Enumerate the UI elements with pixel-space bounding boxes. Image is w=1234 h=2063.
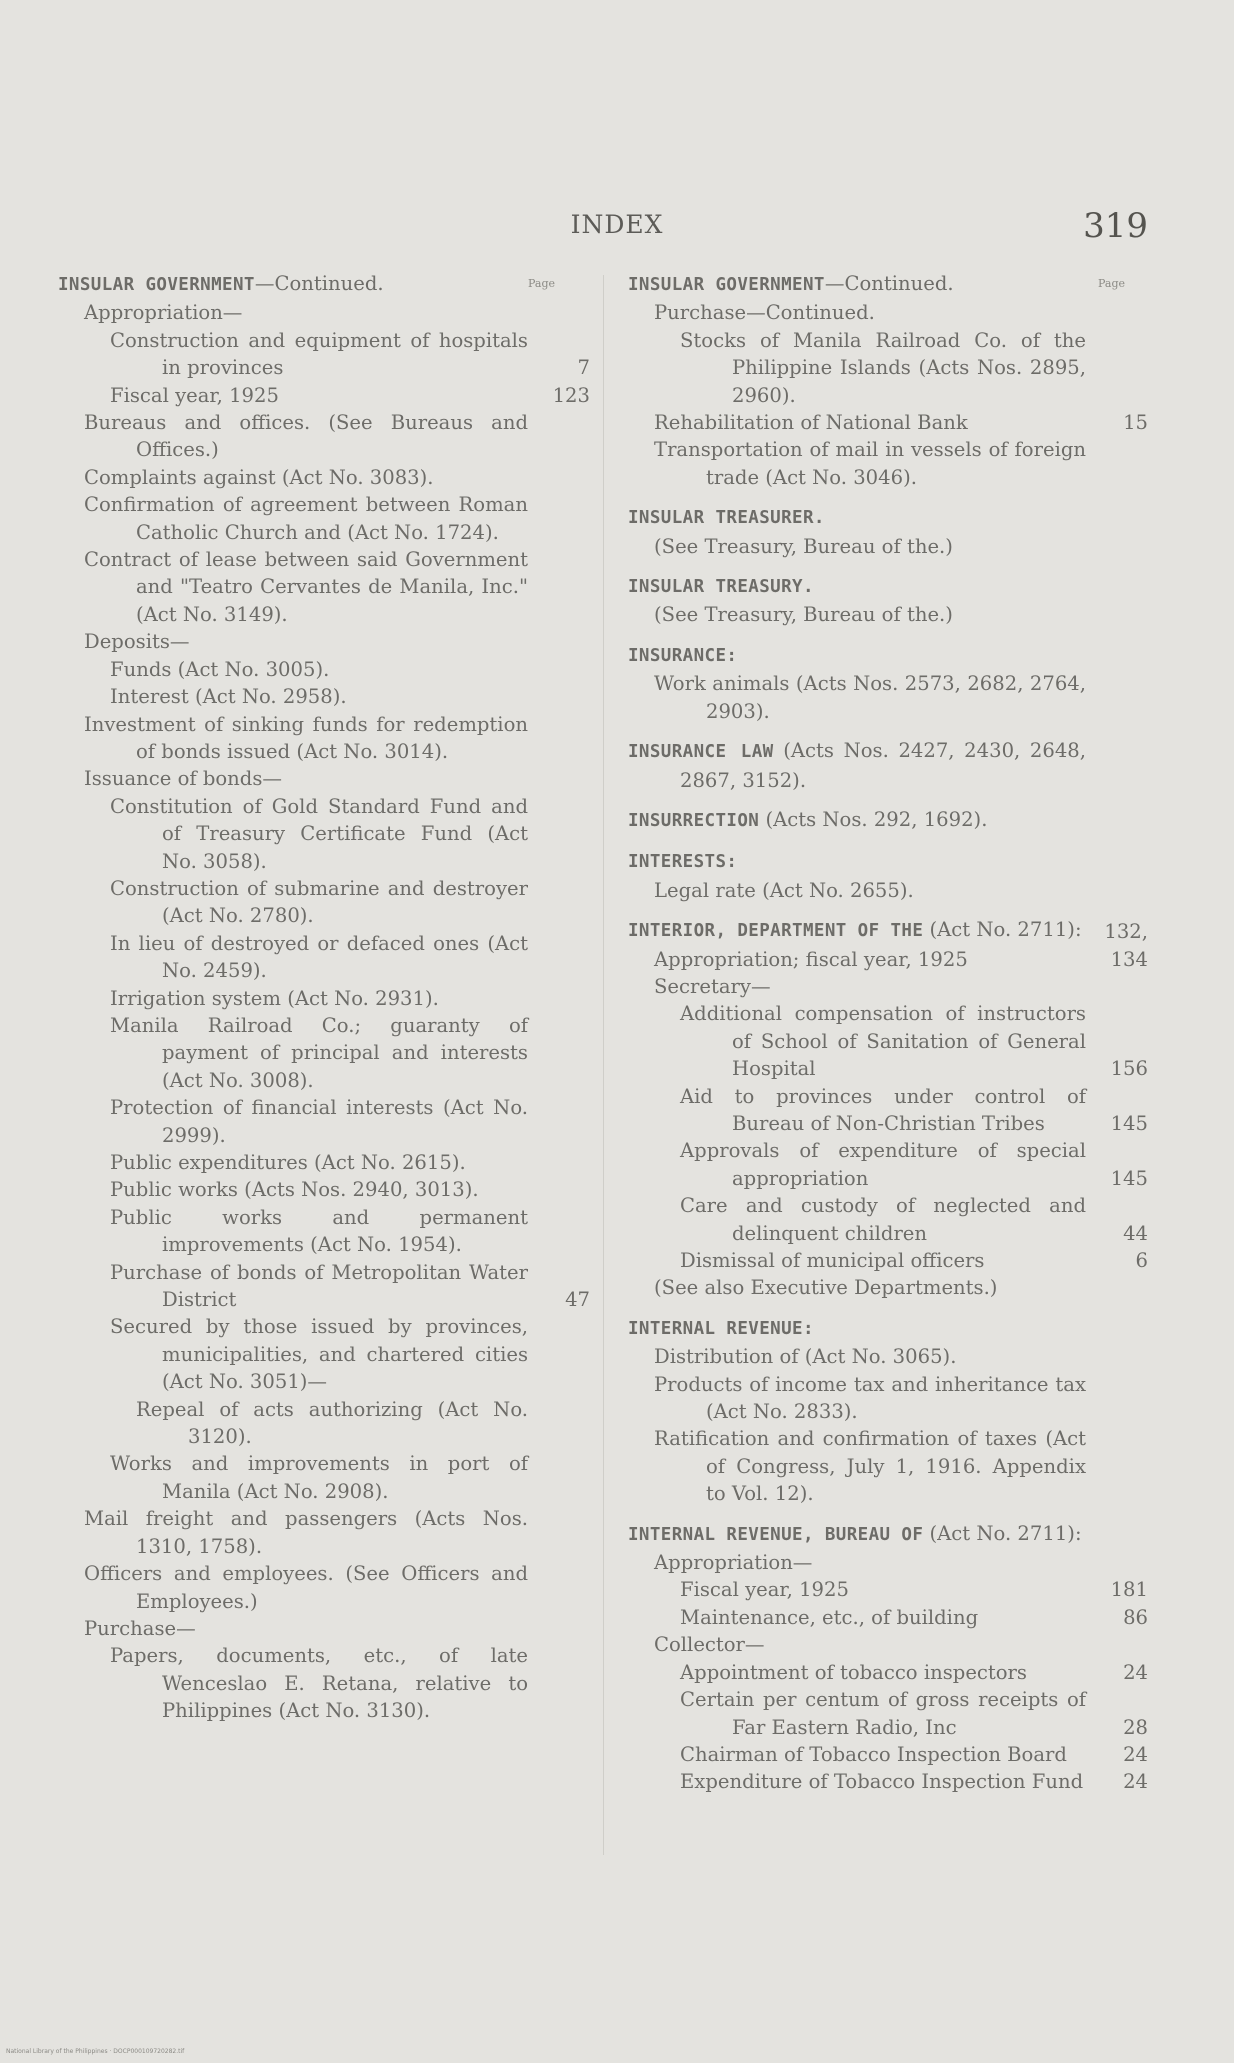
- entry-text: Issuance of bonds—: [84, 767, 282, 791]
- entry-text: Work animals (Acts Nos. 2573, 2682, 2764, 2903).: [654, 672, 1086, 723]
- index-entry: [628, 1659, 1148, 1686]
- index-entry: [58, 1012, 590, 1094]
- index-entry: [628, 1083, 1148, 1138]
- index-entry: [58, 327, 590, 382]
- entry-text: (Act No. 2711):: [923, 918, 1082, 942]
- index-heading: [628, 1520, 1148, 1549]
- index-entry: [58, 1615, 590, 1642]
- index-entry: [628, 327, 1148, 409]
- index-entry: [58, 409, 590, 464]
- index-entry: [58, 1560, 590, 1615]
- entry-text: (See also Executive Departments.): [654, 1276, 998, 1300]
- heading-text: INSULAR TREASURER.: [628, 508, 825, 529]
- entry-text: Public expenditures (Act No. 2615).: [110, 1151, 466, 1174]
- index-entry: [628, 1247, 1148, 1274]
- entry-text: In lieu of destroyed or defaced ones (Act No. 2459).: [110, 931, 528, 983]
- index-entry: [58, 765, 590, 792]
- page-reference: 28: [1123, 1715, 1148, 1739]
- entry-text: Contract of lease between said Government and "Teatro Cervantes de Manila, Inc." (Act No. 3149).: [84, 548, 528, 626]
- index-entry: [628, 1137, 1148, 1192]
- index-entry: [58, 1094, 590, 1149]
- entry-text: (Act No. 2711):: [923, 1521, 1082, 1545]
- index-heading: [628, 1314, 1148, 1343]
- right-column: [628, 270, 1148, 1796]
- entry-text: Secretary—: [654, 974, 771, 998]
- heading-text: INTERIOR, DEPARTMENT OF THE: [628, 921, 924, 942]
- heading-text: INSULAR TREASURY.: [628, 577, 814, 598]
- entry-text: Constitution of Gold Standard Fund and of Treasury Certificate Fund (Act No. 3058).: [110, 794, 528, 873]
- index-entry: [58, 299, 590, 326]
- index-entry: [628, 1343, 1148, 1370]
- heading-text: INSULAR GOVERNMENT: [58, 275, 255, 295]
- page-reference: 24: [1123, 1660, 1148, 1684]
- index-heading: [628, 737, 1148, 794]
- entry-text: Appropriation—: [654, 1551, 813, 1575]
- entry-text: Additional compensation of instructors of School of Sanitation of General Hospital: [680, 1002, 1086, 1081]
- page-reference: 15: [1123, 411, 1148, 435]
- entry-text: Funds (Act No. 3005).: [110, 657, 330, 681]
- index-heading: [628, 847, 1148, 876]
- heading-text: INTERNAL REVENUE:: [628, 1318, 814, 1339]
- entry-text: Appropriation—: [84, 301, 243, 325]
- entry-text: Legal rate (Act No. 2655).: [654, 878, 914, 902]
- entry-text: Irrigation system (Act No. 2931).: [110, 986, 439, 1010]
- entry-text: Collector—: [654, 1633, 765, 1657]
- index-entry: [58, 546, 590, 628]
- entry-text: Repeal of acts authorizing (Act No. 3120).: [136, 1397, 528, 1449]
- index-heading: [628, 641, 1148, 670]
- index-entry: [628, 1604, 1148, 1631]
- entry-text: Stocks of Manila Railroad Co. of the Philippine Islands (Acts Nos. 2895, 2960).: [680, 328, 1086, 407]
- page-column-label: Page: [1098, 277, 1126, 290]
- entry-text: Interest (Act No. 2958).: [110, 685, 347, 709]
- index-entry: [58, 875, 590, 930]
- index-entry: [628, 1576, 1148, 1603]
- entry-text: Papers, documents, etc., of late Wenceslao E. Retana, relative to Philippines (Act No. 3130).: [110, 1644, 528, 1723]
- heading-text: INTERNAL REVENUE, BUREAU OF: [628, 1524, 924, 1545]
- page-reference: 145: [1110, 1111, 1148, 1135]
- index-entry: [58, 711, 590, 766]
- entry-text: Mail freight and passengers (Acts Nos. 1310, 1758).: [84, 1507, 528, 1558]
- entry-text: Bureaus and offices. (See Bureaus and Offices.): [84, 411, 528, 462]
- index-entry: [58, 1396, 590, 1451]
- entry-text: Chairman of Tobacco Inspection Board: [680, 1742, 1067, 1766]
- page-reference: 24: [1123, 1770, 1148, 1794]
- entry-text: Secured by those issued by provinces, municipalities, and chartered cities (Act No. 3051)—: [110, 1315, 528, 1394]
- entry-text: Ratification and confirmation of taxes (Act of Congress, July 1, 1916. Appendix to Vol. 12).: [654, 1427, 1086, 1506]
- index-entry: [628, 409, 1148, 436]
- index-entry: [628, 533, 1148, 560]
- page-reference: 44: [1123, 1221, 1148, 1245]
- entry-text: Certain per centum of gross receipts of Far Eastern Radio, Inc: [680, 1688, 1086, 1739]
- entry-text: Approvals of expenditure of special appropriation: [680, 1139, 1086, 1190]
- index-entry: [628, 1686, 1148, 1741]
- entry-text: Deposits—: [84, 630, 190, 654]
- entry-text: Maintenance, etc., of building: [680, 1605, 979, 1629]
- index-entry: [628, 1425, 1148, 1507]
- index-entry: [58, 1204, 590, 1259]
- page-reference: 132, 134: [1104, 920, 1148, 971]
- page-reference: 6: [1135, 1249, 1148, 1272]
- entry-text: Works and improvements in port of Manila (Act No. 2908).: [110, 1452, 528, 1503]
- index-entry: [628, 1000, 1148, 1082]
- entry-text: Investment of sinking funds for redemption of bonds issued (Act No. 3014).: [84, 712, 528, 763]
- index-entry: [628, 1371, 1148, 1426]
- running-head: INDEX: [570, 210, 664, 239]
- page-reference: 181: [1110, 1578, 1148, 1602]
- index-entry: [628, 877, 1148, 904]
- page-reference: 7: [577, 356, 590, 380]
- index-entry: [58, 683, 590, 710]
- entry-text: —Continued.: [824, 272, 954, 295]
- entry-text: Appropriation; fiscal year, 1925: [654, 947, 968, 971]
- entry-text: Construction and equipment of hospitals in provinces: [110, 328, 528, 380]
- index-entry: [628, 1631, 1148, 1658]
- index-entry: [58, 1259, 590, 1314]
- index-entry: [58, 1505, 590, 1560]
- heading-text: INSURRECTION: [628, 810, 760, 831]
- entry-text: Fiscal year, 1925: [110, 383, 279, 407]
- index-entry: [58, 656, 590, 683]
- entry-text: Rehabilitation of National Bank: [654, 411, 968, 435]
- index-heading: [628, 806, 1148, 835]
- page-number: 319: [1083, 206, 1148, 246]
- index-heading: [628, 572, 1148, 601]
- entry-text: Purchase—Continued.: [654, 301, 875, 325]
- page-reference: 156: [1110, 1057, 1148, 1081]
- entry-text: Expenditure of Tobacco Inspection Fund: [680, 1770, 1084, 1794]
- index-heading: [628, 916, 1148, 945]
- index-entry: [628, 973, 1148, 1000]
- heading-text: INSURANCE:: [628, 645, 738, 666]
- index-entry: [58, 1450, 590, 1505]
- entry-text: Purchase—: [84, 1616, 196, 1640]
- index-entry: [58, 491, 590, 546]
- index-heading: [58, 270, 590, 299]
- page-reference: 145: [1110, 1166, 1148, 1190]
- index-heading: [628, 503, 1148, 532]
- column-divider: [603, 275, 604, 1855]
- index-entry: [58, 382, 590, 409]
- heading-text: INTERESTS:: [628, 852, 738, 873]
- entry-text: Construction of submarine and destroyer (Act No. 2780).: [110, 876, 528, 928]
- index-entry: [58, 985, 590, 1012]
- page-reference: 24: [1123, 1742, 1148, 1766]
- index-entry: [628, 1549, 1148, 1576]
- scan-footer: National Library of the Philippines · DOCP000109720282.tif: [6, 2048, 185, 2055]
- entry-text: Products of income tax and inheritance tax (Act No. 2833).: [654, 1372, 1086, 1424]
- entry-text: Purchase of bonds of Metropolitan Water District: [110, 1260, 528, 1312]
- entry-text: (See Treasury, Bureau of the.): [654, 534, 953, 558]
- page-reference: 123: [552, 383, 590, 407]
- entry-text: Aid to provinces under control of Bureau of Non-Christian Tribes: [680, 1084, 1086, 1135]
- index-entry: [58, 628, 590, 655]
- index-entry: [628, 601, 1148, 628]
- index-entry: [628, 299, 1148, 326]
- entry-text: Complaints against (Act No. 3083).: [84, 465, 434, 489]
- index-entry: [628, 1768, 1148, 1795]
- entry-text: Distribution of (Act No. 3065).: [654, 1345, 957, 1369]
- heading-text: INSURANCE LAW: [628, 742, 774, 763]
- index-entry: [58, 1642, 590, 1724]
- page-reference: 47: [565, 1288, 590, 1312]
- entry-text: Dismissal of municipal officers: [680, 1249, 985, 1272]
- index-heading: [628, 270, 1148, 299]
- entry-text: Officers and employees. (See Officers and Employees.): [84, 1562, 528, 1613]
- entry-text: Confirmation of agreement between Roman Catholic Church and (Act No. 1724).: [84, 493, 528, 544]
- index-entry: [628, 1192, 1148, 1247]
- entry-text: —Continued.: [254, 272, 384, 295]
- page-reference: 86: [1123, 1605, 1148, 1629]
- entry-text: Manila Railroad Co.; guaranty of payment of principal and interests (Act No. 3008).: [110, 1013, 528, 1092]
- entry-text: Transportation of mail in vessels of foreign trade (Act No. 3046).: [654, 438, 1086, 489]
- index-entry: [58, 930, 590, 985]
- index-entry: [58, 1313, 590, 1395]
- index-entry: [58, 464, 590, 491]
- index-entry: [628, 1274, 1148, 1301]
- entry-text: Fiscal year, 1925: [680, 1578, 849, 1602]
- index-entry: [58, 1149, 590, 1176]
- entry-text: Protection of financial interests (Act No. 2999).: [110, 1096, 528, 1147]
- index-entry: [628, 436, 1148, 491]
- index-entry: [628, 1741, 1148, 1768]
- entry-text: Public works (Acts Nos. 2940, 3013).: [110, 1178, 479, 1202]
- entry-text: (Acts Nos. 292, 1692).: [759, 807, 988, 831]
- entry-text: (Acts Nos. 2427, 2430, 2648, 2867, 3152).: [680, 739, 1087, 792]
- index-entry: [58, 1176, 590, 1203]
- entry-text: Appointment of tobacco inspectors: [680, 1660, 1027, 1684]
- entry-text: (See Treasury, Bureau of the.): [654, 603, 953, 627]
- heading-text: INSULAR GOVERNMENT: [628, 275, 825, 295]
- entry-text: Public works and permanent improvements (Act No. 1954).: [110, 1205, 528, 1257]
- index-entry: [628, 670, 1148, 725]
- left-column: [58, 270, 590, 1725]
- index-entry: [58, 793, 590, 875]
- entry-text: Care and custody of neglected and delinquent children: [680, 1194, 1086, 1245]
- page-column-label: Page: [528, 277, 556, 290]
